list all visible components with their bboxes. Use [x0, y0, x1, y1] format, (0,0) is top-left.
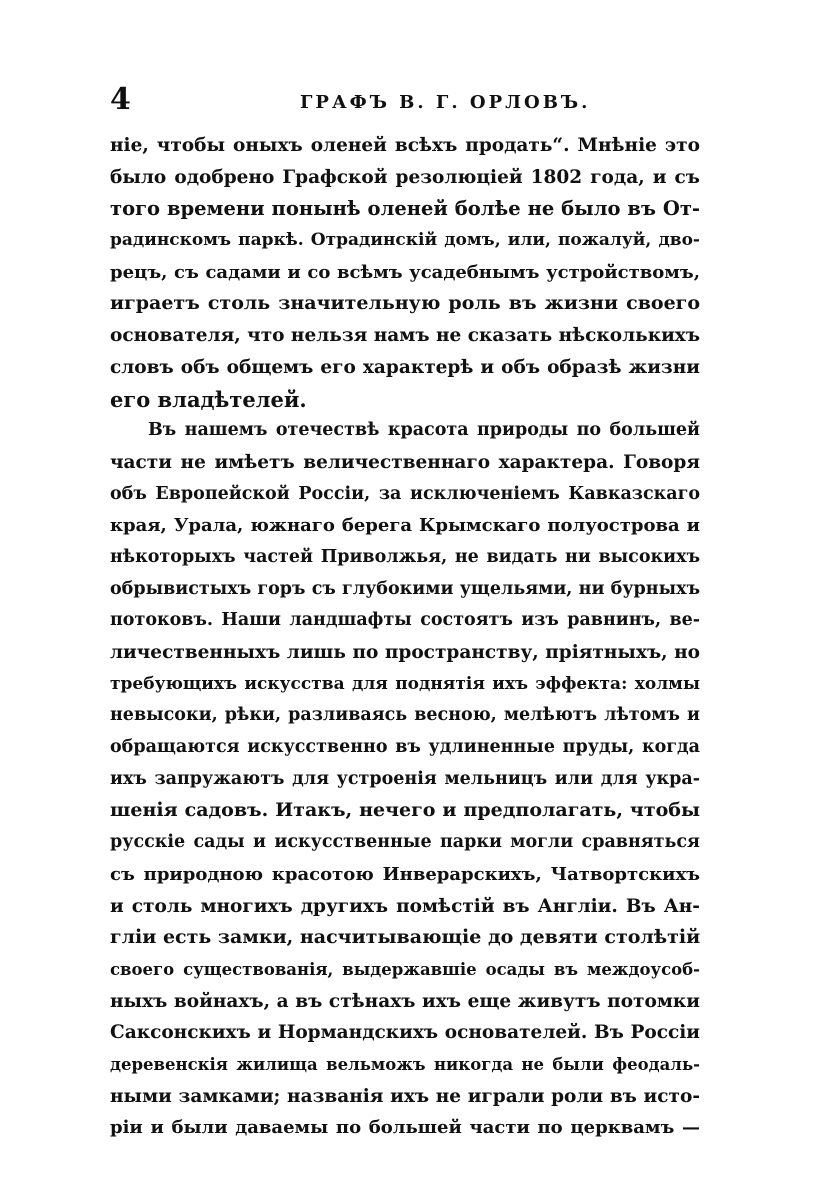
text-line: Въ нашемъ отечествѣ красота природы по большей — [148, 420, 700, 441]
text-line: играетъ столь значительную роль въ жизни своего — [110, 292, 700, 315]
text-line: ріи и были даваемы по большей части по церквамъ — — [110, 1117, 700, 1139]
text-line: было одобрено Графской резолюціей 1802 года, и съ — [110, 166, 700, 188]
text-line: требующихъ искусства для поднятія ихъ эффекта: холмы — [110, 673, 700, 694]
page-header — [110, 82, 710, 122]
text-line: Саксонскихъ и Нормандскихъ основателей. Въ Россіи — [110, 1022, 700, 1044]
text-line: и столь многихъ другихъ помѣстій въ Англіи. Въ Ан- — [110, 895, 700, 917]
page-number: 4 — [110, 82, 131, 117]
text-line: части не имѣетъ величественнаго характера. Говоря — [110, 451, 700, 473]
text-line: объ Европейской Россіи, за исключеніемъ Кавказскаго — [110, 483, 700, 504]
paragraph-1 — [110, 130, 700, 415]
text-line: радинскомъ паркѣ. Отрадинскій домъ, или, пожалуй, дво- — [110, 230, 700, 251]
text-line: края, Урала, южнаго берега Крымскаго полуострова и — [110, 515, 700, 537]
text-line: нѣкоторыхъ частей Приволжья, не видать ни высокихъ — [110, 546, 700, 567]
text-line: рецъ, съ садами и со всѣмъ усадебнымъ устройствомъ, — [110, 261, 700, 283]
text-line: ныхъ войнахъ, а въ стѣнахъ ихъ еще живутъ потомки — [110, 990, 700, 1012]
body-text — [110, 130, 700, 1144]
text-line: ніе, чтобы оныхъ оленей всѣхъ продать“. Мнѣніе это — [110, 135, 700, 156]
text-line: деревенскія жилища вельможъ никогда не были феодаль- — [110, 1054, 700, 1074]
text-line: гліи есть замки, насчитывающіе до девяти столѣтій — [110, 926, 701, 949]
paragraph-2 — [110, 415, 700, 1144]
text-line: потоковъ. Наши ландшафты состоятъ изъ равнинъ, ве- — [110, 610, 700, 631]
text-line: словъ объ общемъ его характерѣ и объ образѣ жизни — [110, 356, 700, 378]
text-line: обрывистыхъ горъ съ глубокими ущельями, ни бурныхъ — [110, 578, 700, 599]
text-line: шенія садовъ. Итакъ, нечего и предполагать, чтобы — [110, 799, 700, 822]
text-line: основателя, что нельзя намъ не сказать нѣсколькихъ — [110, 325, 701, 347]
text-line: невысоки, рѣки, разливаясь весною, мелѣютъ лѣтомъ и — [110, 705, 700, 726]
text-line: ихъ запружаютъ для устроенія мельницъ или для укра- — [110, 768, 700, 789]
text-line: личественныхъ лишь по пространству, пріятныхъ, но — [110, 642, 700, 663]
text-line: русскіе сады и искусственные парки могли сравняться — [110, 832, 700, 853]
text-line: того времени понынѣ оленей болѣе не было въ От- — [110, 197, 700, 221]
text-line: съ природною красотою Инверарскихъ, Чатвортскихъ — [110, 863, 700, 885]
text-line: его владѣтелей. — [110, 386, 307, 412]
text-line: обращаются искусственно въ удлиненные пруды, когда — [110, 737, 700, 758]
text-line: ными замками; названія ихъ не играли роли въ исто- — [110, 1085, 700, 1107]
text-line: своего существованія, выдержавшіе осады въ междоусоб- — [110, 959, 700, 979]
running-title: ГРАФЪ В. Г. ОРЛОВЪ. — [300, 92, 591, 113]
